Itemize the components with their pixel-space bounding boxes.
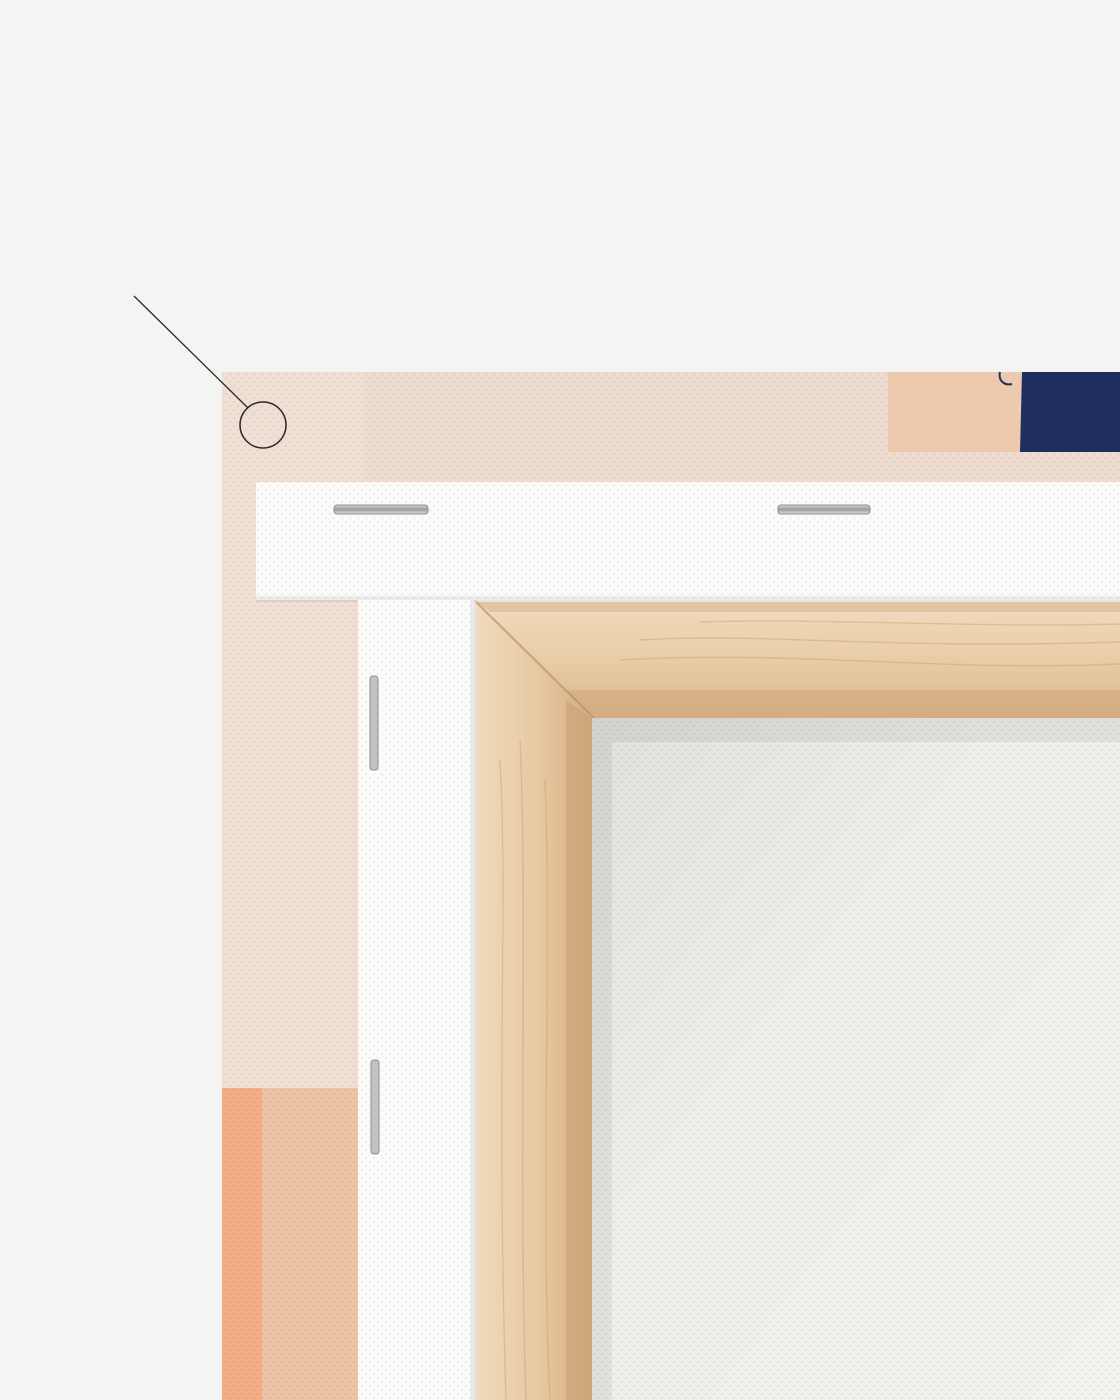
staple-icon [778, 505, 870, 514]
staple-icon [334, 505, 428, 514]
white-fold-top [256, 482, 1120, 602]
canvas-back-inner [592, 718, 1120, 1400]
navy-block [1020, 372, 1120, 452]
staple-icon [371, 1060, 379, 1154]
staple-icon [370, 676, 378, 770]
note-german [92, 134, 952, 171]
